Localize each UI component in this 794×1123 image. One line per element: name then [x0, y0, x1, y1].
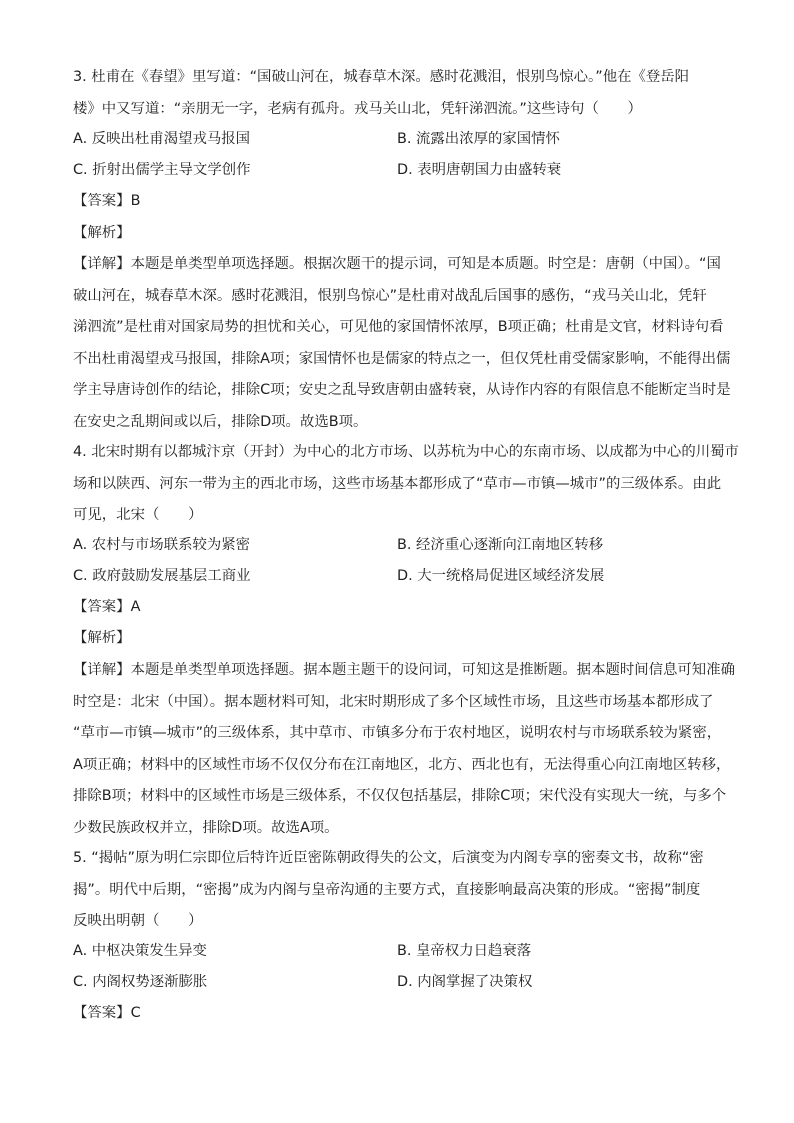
- detail-line: 【详解】本题是单类型单项选择题。据本题主题干的设问词，可知这是推断题。据本题时间信息可知准确: [73, 662, 735, 678]
- q4-detail: [73, 655, 735, 844]
- stem-line: 5. “揭帖”原为明仁宗即位后特许近臣密陈朝政得失的公文，后演变为内阁专享的密奏文书，故称“密: [73, 850, 704, 866]
- detail-line: 学主导唐诗创作的结论，排除C项；安史之乱导致唐朝由盛转衰，从诗作内容的有限信息不能断定当时是: [73, 382, 731, 398]
- stem-line: 4. 北宋时期有以都城汴京（开封）为中心的北方市场、以苏杭为中心的东南市场、以成都为中心的川蜀市: [73, 444, 739, 460]
- q4-option-c: C. 政府鼓励发展基层工商业: [73, 568, 251, 584]
- q3-analysis-label: 【解析】: [73, 225, 131, 241]
- q4-option-a: A. 农村与市场联系较为紧密: [73, 537, 251, 553]
- q4-option-d: D. 大一统格局促进区域经济发展: [397, 568, 605, 584]
- stem-line: 揭”。明代中后期，“密揭”成为内阁与皇帝沟通的主要方式，直接影响最高决策的形成。“密揭”制度: [73, 881, 701, 898]
- q3-option-b: B. 流露出浓厚的家国情怀: [397, 131, 560, 147]
- stem-line: 楼》中又写道：“亲朋无一字，老病有孤舟。戎马关山北，凭轩涕泗流。”这些诗句（ ）: [73, 100, 642, 117]
- detail-line: 排除B项；材料中的区域性市场是三级体系，不仅仅包括基层，排除C项；宋代没有实现大一统，与多个: [73, 788, 727, 804]
- q5-option-b: B. 皇帝权力日趋衰落: [397, 943, 532, 959]
- q3-option-c: C. 折射出儒学主导文学创作: [73, 162, 251, 178]
- q4-analysis-label: 【解析】: [73, 630, 131, 646]
- q5-answer: 【答案】C: [73, 1005, 141, 1021]
- detail-line: “草市—市镇—城市”的三级体系，其中草市、市镇多分布于农村地区，说明农村与市场联系较为紧密，: [73, 725, 722, 741]
- detail-line: 涕泗流”是杜甫对国家局势的担忧和关心，可见他的家国情怀浓厚，B项正确；杜甫是文官，材料诗句看: [73, 319, 724, 335]
- detail-line: 不出杜甫渴望戎马报国，排除A项；家国情怀也是儒家的特点之一，但仅凭杜甫受儒家影响，不能得出儒: [73, 350, 731, 367]
- question-3-stem: [73, 62, 721, 125]
- detail-line: 破山河在，城春草木深。感时花溅泪，恨别鸟惊心”是杜甫对战乱后国事的感伤，“戎马关山北，凭轩: [73, 287, 707, 304]
- stem-line: 场和以陕西、河东一带为主的西北市场，这些市场基本都形成了“草市—市镇—城市”的三级体系。由此: [73, 475, 722, 492]
- detail-line: 少数民族政权并立，排除D项。故选A项。: [73, 819, 339, 836]
- detail-line: 【详解】本题是单类型单项选择题。根据次题干的提示词，可知是本质题。时空是：唐朝（中国）。“国: [73, 256, 721, 272]
- detail-line: 在安史之乱期间或以后，排除D项。故选B项。: [73, 413, 368, 430]
- question-4-stem: [73, 437, 739, 532]
- q5-option-a: A. 中枢决策发生异变: [73, 943, 207, 959]
- q4-option-b: B. 经济重心逐渐向江南地区转移: [397, 537, 604, 553]
- question-5-stem: [73, 843, 721, 938]
- stem-line: 3. 杜甫在《春望》里写道：“国破山河在，城春草木深。感时花溅泪，恨别鸟惊心。”他在《登岳阳: [73, 69, 690, 85]
- q3-option-d: D. 表明唐朝国力由盛转衰: [397, 162, 562, 178]
- q3-answer: 【答案】B: [73, 193, 141, 209]
- stem-line: 可见，北宋（ ）: [73, 507, 203, 523]
- detail-line: 时空是：北宋（中国）。据本题材料可知，北宋时期形成了多个区域性市场，且这些市场基本都形成了: [73, 693, 714, 710]
- q4-answer: 【答案】A: [73, 599, 141, 615]
- q3-option-a: A. 反映出杜甫渴望戎马报国: [73, 131, 251, 147]
- q3-detail: [73, 249, 731, 438]
- q5-option-d: D. 内阁掌握了决策权: [397, 974, 533, 990]
- q5-option-c: C. 内阁权势逐渐膨胀: [73, 974, 208, 990]
- stem-line: 反映出明朝（ ）: [73, 913, 203, 929]
- detail-line: A项正确；材料中的区域性市场不仅仅分布在江南地区，北方、西北也有，无法得重心向江南地区转移，: [73, 756, 731, 773]
